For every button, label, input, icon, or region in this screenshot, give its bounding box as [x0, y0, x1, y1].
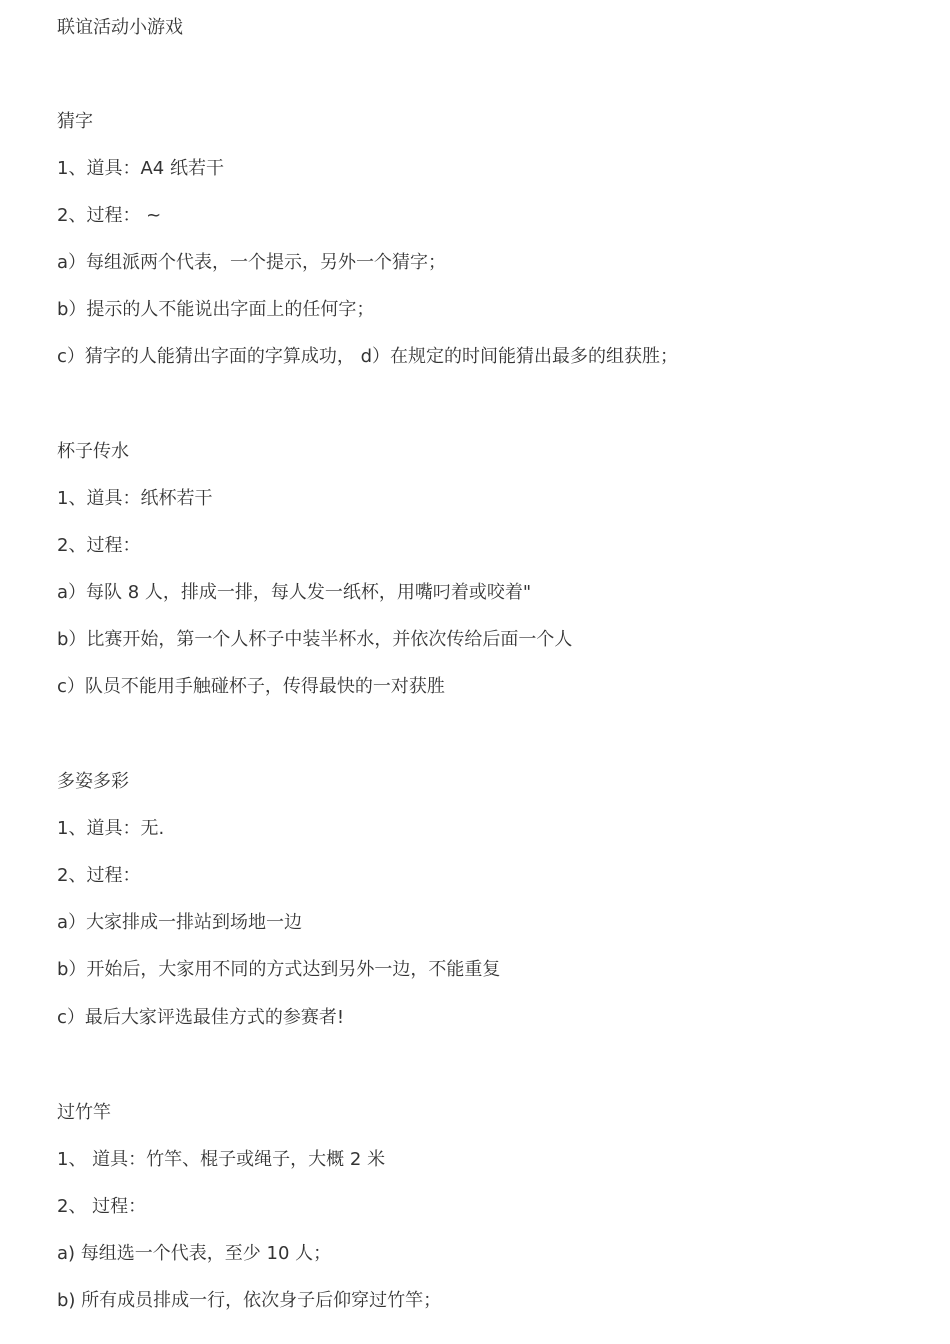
- paragraph-line: c）最后大家评选最佳方式的参赛者!: [57, 1007, 345, 1028]
- paragraph-line: a) 每组选一个代表，至少 10 人；: [57, 1243, 332, 1264]
- section-heading: 多姿多彩: [57, 771, 129, 792]
- paragraph-line: 2、 过程：: [57, 1196, 147, 1217]
- section-heading: 杯子传水: [57, 441, 129, 462]
- paragraph-line: 2、过程： ~: [57, 205, 162, 226]
- paragraph-line: a）每组派两个代表，一个提示，另外一个猜字；: [57, 252, 447, 273]
- paragraph-line: 1、道具：无.: [57, 818, 165, 839]
- paragraph-line: c）猜字的人能猜出字面的字算成功， d）在规定的时间能猜出最多的组获胜；: [57, 346, 679, 367]
- document-title: 联谊活动小游戏: [57, 17, 183, 38]
- paragraph-line: a）每队 8 人，排成一排，每人发一纸杯，用嘴叼着或咬着": [57, 582, 532, 603]
- paragraph-line: 1、道具：纸杯若干: [57, 488, 213, 509]
- paragraph-line: b）比赛开始，第一个人杯子中装半杯水，并依次传给后面一个人: [57, 629, 573, 650]
- paragraph-line: b）提示的人不能说出字面上的任何字；: [57, 299, 375, 320]
- paragraph-line: 1、 道具：竹竿、棍子或绳子，大概 2 米: [57, 1149, 386, 1170]
- paragraph-line: 2、过程：: [57, 535, 141, 556]
- paragraph-line: c）队员不能用手触碰杯子，传得最快的一对获胜: [57, 676, 445, 697]
- paragraph-line: b）开始后，大家用不同的方式达到另外一边，不能重复: [57, 959, 501, 980]
- paragraph-line: 1、道具：A4 纸若干: [57, 158, 224, 179]
- paragraph-line: 2、过程：: [57, 865, 141, 886]
- section-heading: 过竹竿: [57, 1102, 111, 1123]
- paragraph-line: b) 所有成员排成一行，依次身子后仰穿过竹竿；: [57, 1290, 442, 1311]
- paragraph-line: a）大家排成一排站到场地一边: [57, 912, 303, 933]
- section-heading: 猜字: [57, 111, 93, 132]
